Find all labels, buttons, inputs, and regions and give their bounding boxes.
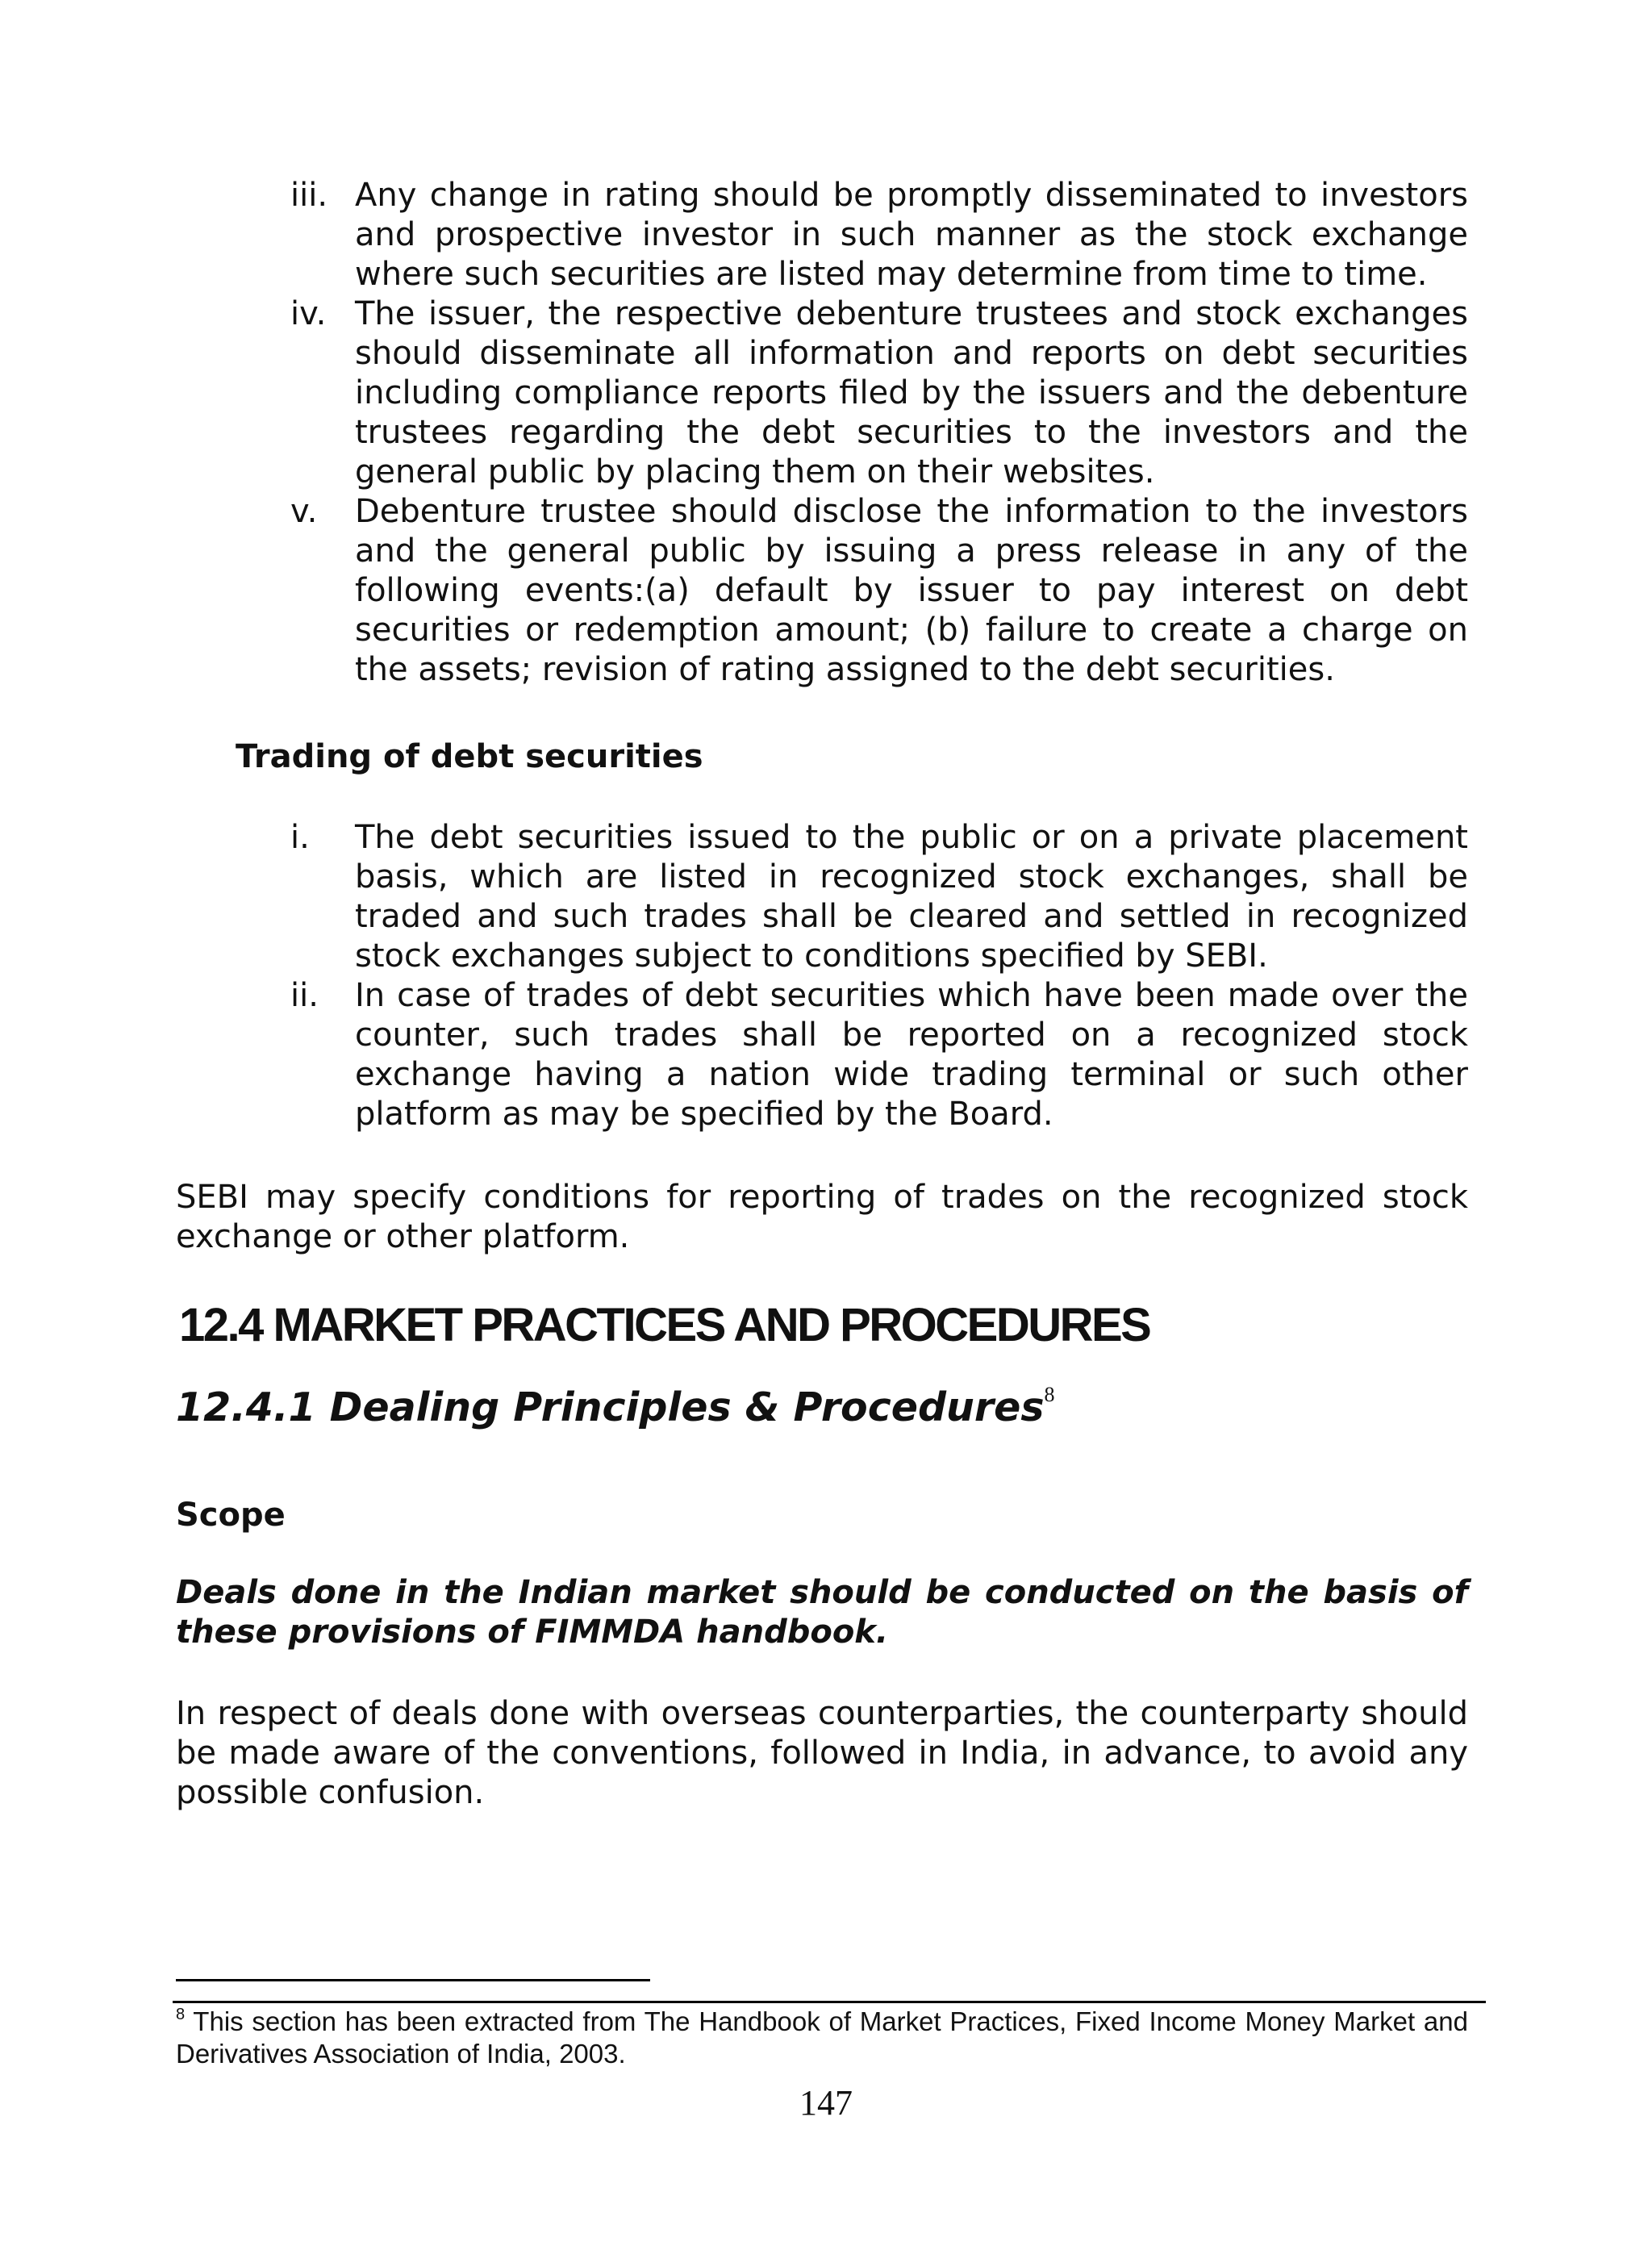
list-item [290,492,1468,690]
footnote-separator [176,1979,650,1981]
scope-heading: Scope [176,1497,286,1534]
list-marker: iii. [290,177,328,214]
list-item-text: The debt securities issued to the public or on a private placement basis, which are listed in recognized stock exchanges, shall be traded and such trades shall be cleared and settled in recognized stock exchanges subject to conditions specified by SEBI. [355,819,1468,975]
list-item-text: In case of trades of debt securities which have been made over the counter, such trades shall be reported on a recognized stock exchange having a nation wide trading terminal or such other platform as may be specified by the Board. [355,977,1468,1133]
footnote-divider [173,2001,1486,2003]
sebi-paragraph: SEBI may specify conditions for reporting of trades on the recognized stock exchange or other platform. [176,1179,1468,1255]
subsection-title [176,1383,1055,1433]
list-item [290,176,1468,294]
footnote-reference[interactable]: 8 [1044,1383,1055,1406]
section-title: 12.4 MARKET PRACTICES AND PROCEDURES [179,1299,1150,1351]
footnote [176,2006,1468,2070]
footnote-text: This section has been extracted from The Handbook of Market Practices, Fixed Income Money Market and Derivatives Association of India, 2003. [176,2006,1468,2069]
page-number: 147 [799,2083,853,2123]
list-item-text: The issuer, the respective debenture trustees and stock exchanges should disseminate all information and reports on debt securities including compliance reports filed by the issuers and the debenture trustees regarding the debt securities to the investors and the general public by placing them on their websites. [355,295,1468,491]
disclosure-list [290,176,1468,690]
scope-emphasis: Deals done in the Indian market should be conducted on the basis of these provisions of FIMMDA handbook. [176,1574,1468,1651]
list-marker: v. [290,493,318,530]
list-marker: ii. [290,977,319,1014]
subsection-title-text: 12.4.1 Dealing Principles & Procedures [176,1384,1045,1430]
overseas-paragraph: In respect of deals done with overseas counterparties, the counterparty should be made aware of the conventions, followed in India, in advance, to avoid any possible confusion. [176,1695,1468,1811]
trading-heading: Trading of debt securities [236,738,703,775]
list-item-text: Debenture trustee should disclose the information to the investors and the general public by issuing a press release in any of the following events:(a) default by issuer to pay interest on debt securities or redemption amount; (b) failure to create a charge on the assets; revision of rating assigned to the debt securities. [355,493,1468,688]
list-marker: i. [290,819,310,856]
list-item [290,294,1468,492]
trading-list [290,818,1468,1134]
list-item [290,818,1468,976]
list-item-text: Any change in rating should be promptly disseminated to investors and prospective investor in such manner as the stock exchange where such securities are listed may determine from time to time. [355,177,1468,293]
footnote-number: 8 [176,2006,186,2023]
list-marker: iv. [290,295,327,332]
list-item [290,976,1468,1134]
